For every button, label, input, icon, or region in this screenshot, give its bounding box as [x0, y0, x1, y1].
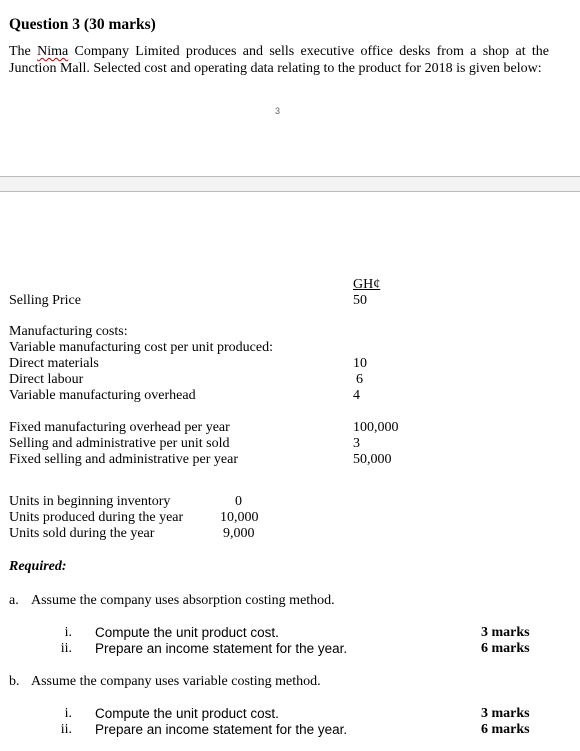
currency-header: GH¢	[353, 277, 381, 292]
fixed-selling-admin-label: Fixed selling and administrative per year	[9, 452, 238, 467]
part-a-letter: a.	[9, 593, 19, 608]
selling-price-value: 50	[353, 293, 367, 308]
variable-overhead-value: 4	[353, 388, 360, 403]
units-sold-value: 9,000	[223, 526, 255, 541]
company-name: Nima	[37, 44, 69, 59]
units-sold-label: Units sold during the year	[9, 526, 155, 541]
fixed-selling-admin-value: 50,000	[353, 452, 392, 467]
direct-labour-value: 6	[356, 372, 363, 387]
selling-admin-unit-label: Selling and administrative per unit sold	[9, 436, 230, 451]
part-a-item-2-marks: 6 marks	[481, 641, 530, 656]
part-a-item-2-numeral: ii.	[60, 641, 72, 656]
manufacturing-costs-heading: Manufacturing costs:	[9, 324, 128, 339]
direct-labour-label: Direct labour	[9, 372, 84, 387]
variable-overhead-label: Variable manufacturing overhead	[9, 388, 196, 403]
part-b-item-1-text: Compute the unit product cost.	[95, 706, 279, 721]
part-b-item-2-marks: 6 marks	[481, 722, 530, 737]
units-produced-value: 10,000	[220, 510, 259, 525]
part-a-item-2-text: Prepare an income statement for the year.	[95, 641, 348, 656]
fixed-overhead-value: 100,000	[353, 420, 399, 435]
required-heading: Required:	[9, 559, 67, 574]
part-b-item-2-text: Prepare an income statement for the year.	[95, 722, 348, 737]
part-a-item-1-numeral: i.	[64, 625, 72, 640]
variable-cost-heading: Variable manufacturing cost per unit produced:	[9, 340, 273, 355]
part-a-text: Assume the company uses absorption costing method.	[31, 593, 335, 608]
part-b-text: Assume the company uses variable costing method.	[31, 674, 321, 689]
part-b-item-1-marks: 3 marks	[481, 706, 530, 721]
fixed-overhead-label: Fixed manufacturing overhead per year	[9, 420, 230, 435]
part-a-item-1-marks: 3 marks	[481, 625, 530, 640]
selling-price-label: Selling Price	[9, 293, 81, 308]
beginning-inventory-label: Units in beginning inventory	[9, 494, 171, 509]
question-title: Question 3 (30 marks)	[9, 16, 156, 33]
units-produced-label: Units produced during the year	[9, 510, 184, 525]
part-b-item-2-numeral: ii.	[60, 722, 72, 737]
part-a-item-1-text: Compute the unit product cost.	[95, 625, 279, 640]
part-b-letter: b.	[9, 674, 20, 689]
page-number: 3	[275, 106, 281, 116]
page-break-divider	[0, 176, 580, 192]
direct-materials-value: 10	[353, 356, 367, 371]
question-intro: The Nima Company Limited produces and sells executive office desks from a shop at the Junction Mall. Selected cost and operating data relating to the product for 2018 is given below:	[9, 44, 550, 76]
part-b-item-1-numeral: i.	[64, 706, 72, 721]
beginning-inventory-value: 0	[235, 494, 242, 509]
direct-materials-label: Direct materials	[9, 356, 99, 371]
selling-admin-unit-value: 3	[353, 436, 360, 451]
